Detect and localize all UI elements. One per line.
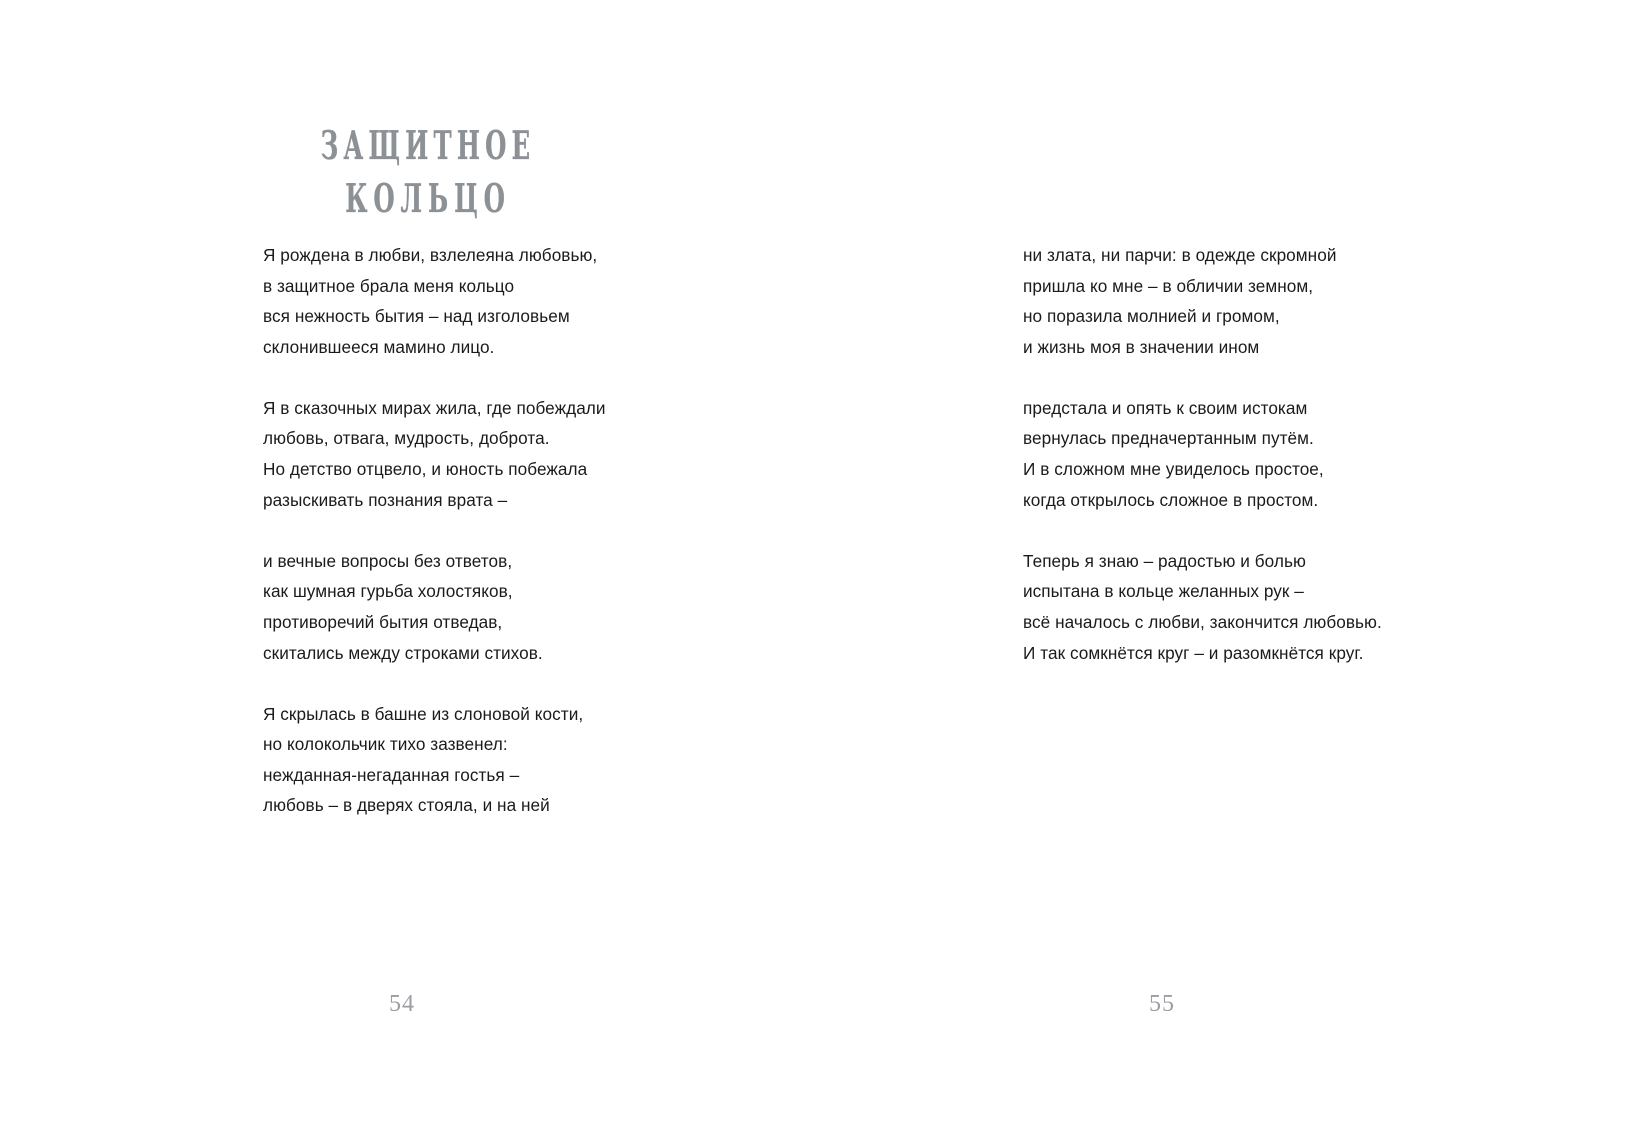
- poem-line: И так сомкнётся круг – и разомкнётся круг.: [1023, 642, 1364, 663]
- stanza: [263, 393, 963, 515]
- poem-line: нежданная-негаданная гостья –: [263, 764, 520, 785]
- poem-title: [302, 120, 554, 225]
- recto-poem-body: [1023, 240, 1623, 668]
- stanza: [1023, 546, 1623, 668]
- verso-poem-body: [263, 240, 963, 821]
- poem-title-line-2: КОЛЬЦО: [345, 174, 511, 221]
- poem-line: предстала и опять к своим истокам: [1023, 397, 1308, 418]
- poem-line: склонившееся мамино лицо.: [263, 336, 495, 357]
- stanza: [263, 240, 963, 362]
- poem-line: и вечные вопросы без ответов,: [263, 550, 513, 571]
- poem-line: И в сложном мне увиделось простое,: [1023, 459, 1324, 480]
- poem-line: Теперь я знаю – радостью и болью: [1023, 550, 1306, 571]
- poem-line: всё началось с любви, закончится любовью.: [1023, 611, 1382, 632]
- poem-line: но колокольчик тихо зазвенел:: [263, 734, 508, 755]
- poem-line: Но детство отцвело, и юность побежала: [263, 459, 588, 480]
- poem-line: и жизнь моя в значении ином: [1023, 336, 1260, 357]
- page-number-verso: 54: [389, 991, 415, 1017]
- poem-line: Я в сказочных мирах жила, где побеждали: [263, 397, 606, 418]
- poem-line: испытана в кольце желанных рук –: [1023, 581, 1304, 602]
- stanza: [1023, 393, 1623, 515]
- poem-line: разыскивать познания врата –: [263, 489, 508, 510]
- poem-line: скитались между строками стихов.: [263, 642, 543, 663]
- page-number-recto: 55: [1149, 991, 1175, 1017]
- poem-line: вернулась предначертанным путём.: [1023, 428, 1314, 449]
- poem-line: Я рождена в любви, взлелеяна любовью,: [263, 245, 598, 265]
- stanza: [263, 546, 963, 668]
- poem-line: пришла ко мне – в обличии земном,: [1023, 275, 1314, 296]
- stanza: [1023, 240, 1623, 362]
- stanza: [263, 699, 963, 821]
- poem-line: как шумная гурьба холостяков,: [263, 581, 513, 602]
- poem-line: противоречий бытия отведав,: [263, 611, 503, 632]
- poem-title-line-1: ЗАЩИТНОЕ: [320, 122, 536, 169]
- poem-line: когда открылось сложное в простом.: [1023, 489, 1319, 510]
- poem-line: вся нежность бытия – над изголовьем: [263, 306, 570, 327]
- poem-line: любовь – в дверях стояла, и на ней: [263, 795, 550, 816]
- poem-line: Я скрылась в башне из слоновой кости,: [263, 703, 584, 724]
- poem-line: любовь, отвага, мудрость, доброта.: [263, 428, 550, 449]
- poem-line: в защитное брала меня кольцо: [263, 275, 515, 296]
- poem-line: ни злата, ни парчи: в одежде скромной: [1023, 245, 1337, 265]
- poem-line: но поразила молнией и громом,: [1023, 306, 1280, 327]
